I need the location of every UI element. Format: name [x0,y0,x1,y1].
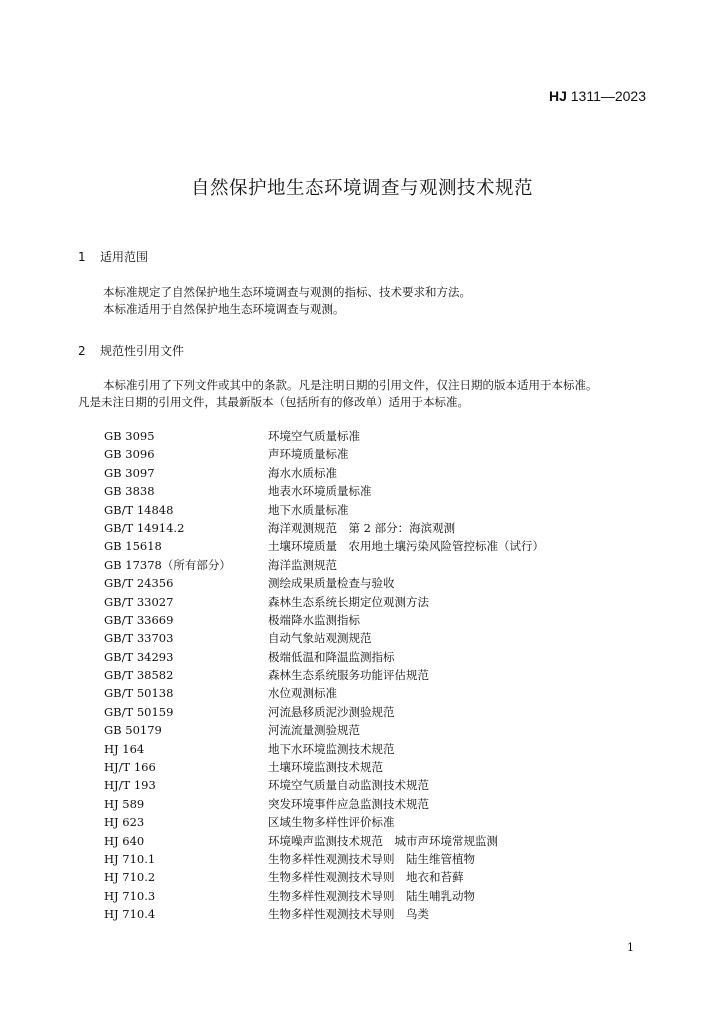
reference-code: HJ/T 193 [104,778,156,793]
reference-item [104,758,544,776]
reference-name: 环境空气质量标准 [268,429,360,443]
reference-name: 海洋监测规范 [268,557,337,572]
section-2-number: 2 [78,344,86,358]
reference-code: GB/T 50159 [104,704,174,719]
reference-code: HJ 710.1 [104,851,156,866]
reference-code: GB 3095 [104,429,155,443]
reference-item [104,629,544,647]
reference-name: 生物多样性观测技术导则 地衣和苔藓 [268,870,464,885]
reference-name: 测绘成果质量检查与验收 [268,576,395,591]
reference-name: 突发环境事件应急监测技术规范 [268,796,429,811]
reference-name: 生物多样性观测技术导则 陆生维管植物 [268,851,475,866]
section-2-heading [78,342,184,359]
reference-item [104,464,544,482]
reference-item [104,648,544,666]
reference-code: HJ 623 [104,815,145,830]
reference-item [104,574,544,592]
reference-code: GB/T 33027 [104,594,174,609]
section-1-number: 1 [78,250,86,264]
reference-name: 极端低温和降温监测指标 [268,649,395,664]
reference-code: GB/T 24356 [104,576,174,591]
reference-name: 极端降水监测指标 [268,612,360,627]
section-1-heading [78,248,148,265]
standard-code-number: 1311—2023 [566,88,646,104]
reference-item [104,611,544,629]
section-2-title: 规范性引用文件 [100,344,185,358]
page-title: 自然保护地生态环境调查与观测技术规范 [190,178,533,199]
reference-name: 森林生态系统长期定位观测方法 [268,594,429,609]
reference-code: HJ/T 166 [104,760,156,775]
reference-code: GB 3097 [104,465,155,480]
reference-item [104,868,544,886]
reference-name: 地表水环境质量标准 [268,484,372,499]
reference-item [104,684,544,702]
section-2-intro-line-1: 本标准引用了下列文件或其中的条款。凡是注明日期的引用文件，仅注日期的版本适用于本标准。 [103,378,598,392]
reference-code: GB/T 38582 [104,668,174,683]
reference-item [104,740,544,758]
reference-name: 河流悬移质泥沙测验规范 [268,704,395,719]
reference-item [104,887,544,905]
reference-item [104,795,544,813]
reference-item [104,427,544,445]
reference-name: 区域生物多样性评价标准 [268,815,395,830]
section-1-paragraph-2: 本标准适用于自然保护地生态环境调查与观测。 [103,302,345,316]
reference-code: GB/T 14914.2 [104,520,185,535]
reference-item [104,593,544,611]
reference-item [104,501,544,519]
reference-item [104,537,544,555]
reference-code: HJ 710.3 [104,888,156,903]
reference-name: 声环境质量标准 [268,447,349,462]
reference-name: 地下水质量标准 [268,502,349,517]
section-1-body [78,284,658,318]
reference-item [104,703,544,721]
reference-name: 海水水质标准 [268,465,337,480]
reference-name: 森林生态系统服务功能评估规范 [268,668,429,683]
reference-item [104,832,544,850]
reference-code: HJ 640 [104,833,145,848]
reference-name: 自动气象站观测规范 [268,631,372,646]
reference-name: 环境噪声监测技术规范 城市声环境常规监测 [268,833,498,848]
reference-code: GB/T 14848 [104,502,174,517]
reference-item [104,850,544,868]
reference-name: 水位观测标准 [268,686,337,701]
reference-code: GB/T 33703 [104,631,174,646]
reference-name: 生物多样性观测技术导则 鸟类 [268,907,429,922]
section-2-intro [78,377,668,411]
reference-code: GB/T 34293 [104,649,174,664]
reference-code: GB 15618 [104,539,162,554]
reference-name: 生物多样性观测技术导则 陆生哺乳动物 [268,888,475,903]
reference-code: GB 50179 [104,723,162,738]
reference-code: GB 3096 [104,447,155,462]
reference-code: GB 17378（所有部分） [104,557,231,572]
reference-item [104,813,544,831]
reference-item [104,445,544,463]
reference-name: 土壤环境监测技术规范 [268,760,383,775]
reference-item [104,666,544,684]
reference-code: GB/T 50138 [104,686,174,701]
section-1-title: 适用范围 [100,250,149,264]
reference-code: HJ 589 [104,796,145,811]
reference-item [104,556,544,574]
reference-name: 地下水环境监测技术规范 [268,741,395,756]
reference-item [104,519,544,537]
reference-item [104,721,544,739]
reference-code: GB 3838 [104,484,155,499]
standard-code-prefix: HJ [548,88,567,104]
reference-code: HJ 710.2 [104,870,156,885]
reference-code: GB/T 33669 [104,612,174,627]
reference-item [104,905,544,923]
reference-item [104,482,544,500]
reference-name: 海洋观测规范 第 2 部分：海滨观测 [268,520,456,535]
reference-name: 土壤环境质量 农用地土壤污染风险管控标准（试行） [268,539,544,554]
reference-code: HJ 710.4 [104,907,156,922]
reference-code: HJ 164 [104,741,145,756]
reference-item [104,776,544,794]
reference-list [104,427,544,924]
reference-name: 环境空气质量自动监测技术规范 [268,778,429,793]
standard-code [549,88,646,104]
page-number: 1 [627,941,634,954]
section-1-paragraph-1: 本标准规定了自然保护地生态环境调查与观测的指标、技术要求和方法。 [103,285,471,299]
reference-name: 河流流量测验规范 [268,723,360,738]
section-2-intro-line-2: 凡是未注日期的引用文件，其最新版本（包括所有的修改单）适用于本标准。 [78,395,469,409]
